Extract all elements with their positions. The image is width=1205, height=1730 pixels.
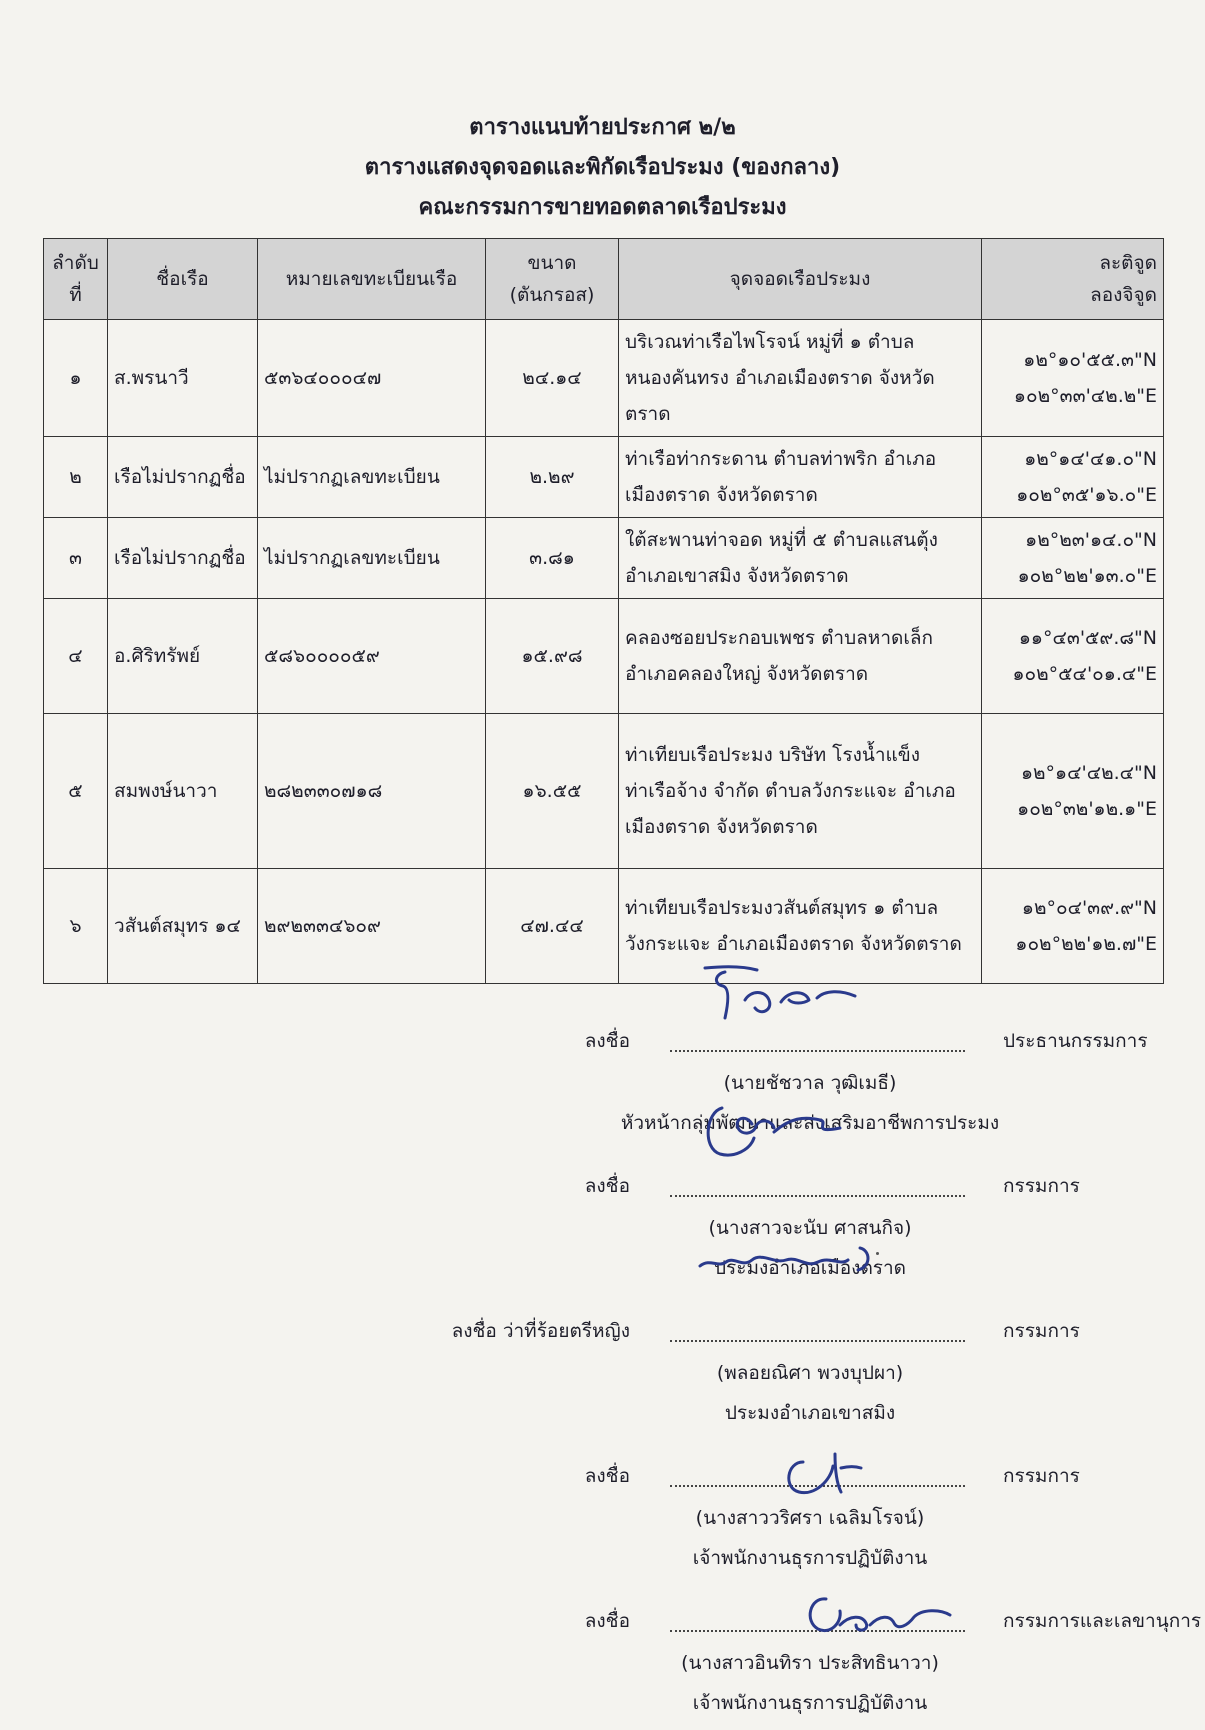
- header-coord: ละติจูด ลองจิจูด: [982, 239, 1164, 320]
- cell-coord: [982, 518, 1164, 599]
- cell-no: ๖: [44, 869, 108, 984]
- title-line-1: ตารางแนบท้ายประกาศ ๒/๒: [469, 115, 736, 140]
- signature-2-icon: [690, 1098, 890, 1168]
- cell-reg: ๕๓๖๔๐๐๐๔๗: [258, 320, 486, 437]
- cell-name: สมพงษ์นาวา: [108, 714, 258, 869]
- cell-coord: [982, 320, 1164, 437]
- signature-3-dot-icon: [876, 1252, 879, 1255]
- signer-name: (นางสาววริศรา เฉลิมโรจน์): [695, 1507, 925, 1529]
- signature-block: [0, 1455, 1205, 1585]
- cell-name: เรือไม่ปรากฏชื่อ: [108, 437, 258, 518]
- latitude: ๑๒°๑๔'๔๑.๐"N: [1024, 448, 1157, 470]
- cell-name: ส.พรนาวี: [108, 320, 258, 437]
- location-line: หนองคันทรง อำเภอเมืองตราด จังหวัด: [625, 367, 935, 389]
- longitude: ๑๐๒°๒๒'๑๓.๐"E: [1017, 565, 1157, 587]
- cell-no: ๕: [44, 714, 108, 869]
- location-line: ท่าเรือจ้าง จำกัด ตำบลวังกระแจะ อำเภอ: [625, 780, 956, 802]
- cell-coord: [982, 869, 1164, 984]
- signature-1-icon: [685, 960, 885, 1030]
- sign-label: ลงชื่อ: [584, 1465, 630, 1487]
- cell-size: ๑๕.๙๘: [486, 599, 619, 714]
- signer-name: (นายชัชวาล วุฒิเมธี): [723, 1072, 897, 1094]
- signer-name: (นางสาวอินทิรา ประสิทธินาวา): [681, 1652, 939, 1674]
- signature-block: [0, 1600, 1205, 1730]
- signature-block: [0, 1165, 1205, 1295]
- signer-title: ประมงอำเภอเขาสมิง: [724, 1402, 896, 1424]
- longitude: ๑๐๒°๓๒'๑๒.๑"E: [1017, 798, 1157, 820]
- table-row: [44, 320, 1164, 437]
- header-location: จุดจอดเรือประมง: [619, 239, 982, 320]
- cell-no: ๔: [44, 599, 108, 714]
- location-line: คลองซอยประกอบเพชร ตำบลหาดเล็ก: [625, 627, 933, 649]
- sign-label: ลงชื่อ: [584, 1610, 630, 1632]
- cell-size: ๔๗.๔๔: [486, 869, 619, 984]
- sign-label: ลงชื่อ ว่าที่ร้อยตรีหญิง: [451, 1320, 630, 1342]
- header-name: ชื่อเรือ: [108, 239, 258, 320]
- header-no: ลำดับ ที่: [44, 239, 108, 320]
- cell-reg: ไม่ปรากฏเลขทะเบียน: [258, 437, 486, 518]
- cell-no: ๒: [44, 437, 108, 518]
- signer-name: (พลอยณิศา พวงบุปผา): [716, 1362, 904, 1384]
- cell-reg: ๕๘๖๐๐๐๐๕๙: [258, 599, 486, 714]
- latitude: ๑๒°๑๔'๔๒.๔"N: [1020, 762, 1157, 784]
- cell-location: [619, 518, 982, 599]
- cell-no: ๓: [44, 518, 108, 599]
- table-row: [44, 437, 1164, 518]
- latitude: ๑๑°๔๓'๕๙.๘"N: [1018, 627, 1157, 649]
- location-line: ตราด: [625, 403, 671, 425]
- cell-size: ๑๖.๕๕: [486, 714, 619, 869]
- longitude: ๑๐๒°๒๒'๑๒.๗"E: [1015, 933, 1157, 955]
- location-line: ท่าเทียบเรือประมง บริษัท โรงน้ำแข็ง: [625, 744, 921, 766]
- longitude: ๑๐๒°๓๕'๑๖.๐"E: [1016, 484, 1157, 506]
- cell-location: [619, 437, 982, 518]
- header-reg: หมายเลขทะเบียนเรือ: [258, 239, 486, 320]
- table-row: [44, 714, 1164, 869]
- location-line: อำเภอคลองใหญ่ จังหวัดตราด: [625, 663, 869, 685]
- sign-label: ลงชื่อ: [584, 1030, 630, 1052]
- header-size: ขนาด (ตันกรอส): [486, 239, 619, 320]
- signature-4-icon: [775, 1440, 895, 1500]
- table-row: [44, 869, 1164, 984]
- boat-table: [43, 238, 1164, 984]
- cell-name: เรือไม่ปรากฏชื่อ: [108, 518, 258, 599]
- document-title-block: [0, 108, 1205, 228]
- title-line-2: ตารางแสดงจุดจอดและพิกัดเรือประมง (ของกลาง): [364, 155, 841, 180]
- signer-role: กรรมการ: [1003, 1175, 1080, 1197]
- cell-location: [619, 714, 982, 869]
- cell-size: ๒.๒๙: [486, 437, 619, 518]
- cell-coord: [982, 599, 1164, 714]
- signer-name: (นางสาวจะนับ ศาสนกิจ): [708, 1217, 912, 1239]
- signer-title: หัวหน้ากลุ่มพัฒนาและส่งเสริมอาชีพการประมง: [620, 1112, 1000, 1134]
- cell-size: ๓.๘๑: [486, 518, 619, 599]
- signer-role: กรรมการและเลขานุการ: [1003, 1610, 1202, 1632]
- cell-coord: [982, 714, 1164, 869]
- location-line: ท่าเรือท่ากระดาน ตำบลท่าพริก อำเภอ: [625, 448, 937, 470]
- location-line: วังกระแจะ อำเภอเมืองตราด จังหวัดตราด: [625, 933, 962, 955]
- signer-title: เจ้าพนักงานธุรการปฏิบัติงาน: [692, 1547, 928, 1569]
- location-line: ท่าเทียบเรือประมงวสันต์สมุทร ๑ ตำบล: [625, 897, 939, 919]
- cell-no: ๑: [44, 320, 108, 437]
- signature-5-icon: [790, 1585, 970, 1645]
- signature-line: [670, 1050, 965, 1052]
- location-line: เมืองตราด จังหวัดตราด: [625, 484, 818, 506]
- signature-block: [0, 1310, 1205, 1440]
- table-row: [44, 518, 1164, 599]
- signer-title: เจ้าพนักงานธุรการปฏิบัติงาน: [692, 1692, 928, 1714]
- cell-size: ๒๔.๑๔: [486, 320, 619, 437]
- location-line: เมืองตราด จังหวัดตราด: [625, 816, 818, 838]
- location-line: อำเภอเขาสมิง จังหวัดตราด: [625, 565, 849, 587]
- latitude: ๑๒°๑๐'๕๕.๓"N: [1023, 349, 1157, 371]
- signer-role: กรรมการ: [1003, 1320, 1080, 1342]
- longitude: ๑๐๒°๓๓'๔๒.๒"E: [1013, 385, 1157, 407]
- table-row: [44, 599, 1164, 714]
- table-header-row: [44, 239, 1164, 320]
- cell-name: วสันต์สมุทร ๑๔: [108, 869, 258, 984]
- location-line: บริเวณท่าเรือไพโรจน์ หมู่ที่ ๑ ตำบล: [625, 331, 915, 353]
- signature-line: [670, 1195, 965, 1197]
- signer-role: กรรมการ: [1003, 1465, 1080, 1487]
- signer-role: ประธานกรรมการ: [1003, 1030, 1148, 1052]
- signature-line: [670, 1340, 965, 1342]
- cell-reg: ๒๙๒๓๓๔๖๐๙: [258, 869, 486, 984]
- location-line: ใต้สะพานท่าจอด หมู่ที่ ๕ ตำบลแสนตุ้ง: [625, 529, 938, 551]
- signer-title: ประมงอำเภอเมืองตราด: [713, 1257, 907, 1279]
- cell-coord: [982, 437, 1164, 518]
- title-line-3: คณะกรรมการขายทอดตลาดเรือประมง: [418, 195, 787, 220]
- sign-label: ลงชื่อ: [584, 1175, 630, 1197]
- cell-location: [619, 320, 982, 437]
- latitude: ๑๒°๒๓'๑๔.๐"N: [1025, 529, 1157, 551]
- signature-block: [0, 1020, 1205, 1150]
- latitude: ๑๒°๐๔'๓๙.๙"N: [1021, 897, 1157, 919]
- cell-location: [619, 599, 982, 714]
- cell-reg: ไม่ปรากฏเลขทะเบียน: [258, 518, 486, 599]
- cell-reg: ๒๘๒๓๓๐๗๑๘: [258, 714, 486, 869]
- longitude: ๑๐๒°๕๔'๐๑.๔"E: [1012, 663, 1157, 685]
- signature-3-icon: [690, 1238, 910, 1298]
- cell-name: อ.ศิริทรัพย์: [108, 599, 258, 714]
